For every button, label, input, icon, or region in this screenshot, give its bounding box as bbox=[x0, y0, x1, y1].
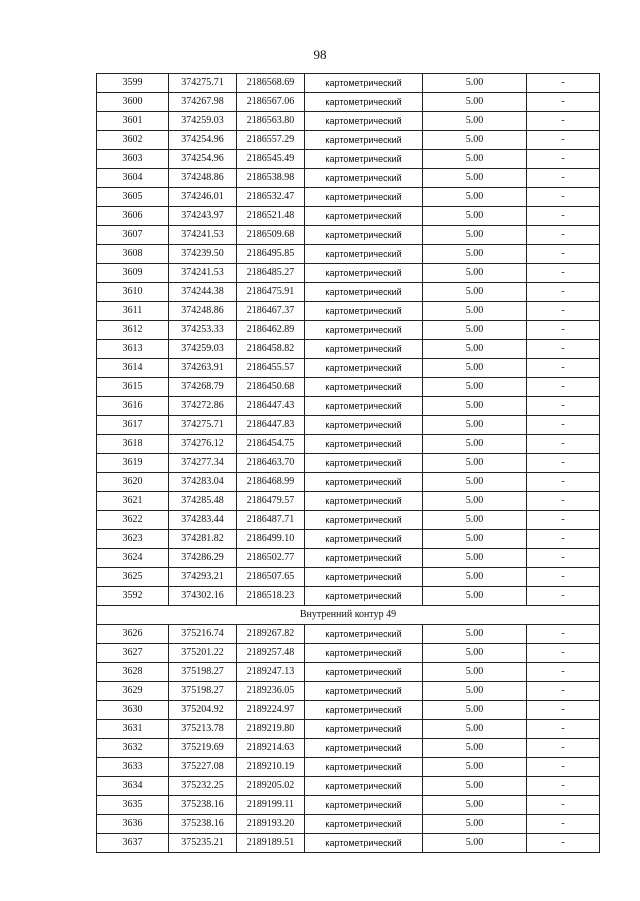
accuracy-cell: 5.00 bbox=[423, 568, 527, 587]
note-cell: - bbox=[527, 359, 600, 378]
table-row bbox=[97, 245, 600, 264]
method-cell: картометрический bbox=[305, 397, 423, 416]
coord-x-cell: 374248.86 bbox=[169, 169, 237, 188]
section-header-group bbox=[97, 606, 600, 625]
method-cell: картометрический bbox=[305, 207, 423, 226]
coord-y-cell: 2186467.37 bbox=[237, 302, 305, 321]
table-row bbox=[97, 283, 600, 302]
coord-y-cell: 2186495.85 bbox=[237, 245, 305, 264]
coord-y-cell: 2186487.71 bbox=[237, 511, 305, 530]
accuracy-cell: 5.00 bbox=[423, 131, 527, 150]
point-number-cell: 3625 bbox=[97, 568, 169, 587]
coord-x-cell: 374302.16 bbox=[169, 587, 237, 606]
method-cell: картометрический bbox=[305, 321, 423, 340]
table-row bbox=[97, 93, 600, 112]
table-row bbox=[97, 435, 600, 454]
table-row bbox=[97, 587, 600, 606]
note-cell: - bbox=[527, 150, 600, 169]
coord-x-cell: 375216.74 bbox=[169, 625, 237, 644]
coord-x-cell: 374286.29 bbox=[169, 549, 237, 568]
table-row bbox=[97, 701, 600, 720]
method-cell: картометрический bbox=[305, 378, 423, 397]
accuracy-cell: 5.00 bbox=[423, 587, 527, 606]
coord-y-cell: 2186509.68 bbox=[237, 226, 305, 245]
point-number-cell: 3604 bbox=[97, 169, 169, 188]
coord-x-cell: 374275.71 bbox=[169, 416, 237, 435]
coord-x-cell: 375198.27 bbox=[169, 682, 237, 701]
table-row bbox=[97, 549, 600, 568]
note-cell: - bbox=[527, 454, 600, 473]
point-number-cell: 3609 bbox=[97, 264, 169, 283]
point-number-cell: 3592 bbox=[97, 587, 169, 606]
accuracy-cell: 5.00 bbox=[423, 321, 527, 340]
coord-x-cell: 375227.08 bbox=[169, 758, 237, 777]
accuracy-cell: 5.00 bbox=[423, 834, 527, 853]
table-row bbox=[97, 169, 600, 188]
table-row bbox=[97, 340, 600, 359]
table-row bbox=[97, 226, 600, 245]
table-row bbox=[97, 815, 600, 834]
point-number-cell: 3608 bbox=[97, 245, 169, 264]
note-cell: - bbox=[527, 701, 600, 720]
table-row bbox=[97, 568, 600, 587]
coord-x-cell: 374268.79 bbox=[169, 378, 237, 397]
note-cell: - bbox=[527, 435, 600, 454]
table-row bbox=[97, 454, 600, 473]
point-number-cell: 3599 bbox=[97, 74, 169, 93]
method-cell: картометрический bbox=[305, 720, 423, 739]
point-number-cell: 3621 bbox=[97, 492, 169, 511]
method-cell: картометрический bbox=[305, 834, 423, 853]
coord-y-cell: 2186563.80 bbox=[237, 112, 305, 131]
table-row bbox=[97, 264, 600, 283]
coord-y-cell: 2186479.57 bbox=[237, 492, 305, 511]
point-number-cell: 3634 bbox=[97, 777, 169, 796]
point-number-cell: 3618 bbox=[97, 435, 169, 454]
accuracy-cell: 5.00 bbox=[423, 264, 527, 283]
accuracy-cell: 5.00 bbox=[423, 720, 527, 739]
method-cell: картометрический bbox=[305, 340, 423, 359]
accuracy-cell: 5.00 bbox=[423, 739, 527, 758]
accuracy-cell: 5.00 bbox=[423, 492, 527, 511]
accuracy-cell: 5.00 bbox=[423, 283, 527, 302]
note-cell: - bbox=[527, 549, 600, 568]
coordinates-table bbox=[96, 73, 600, 853]
coord-y-cell: 2189214.63 bbox=[237, 739, 305, 758]
method-cell: картометрический bbox=[305, 511, 423, 530]
coord-x-cell: 375232.25 bbox=[169, 777, 237, 796]
accuracy-cell: 5.00 bbox=[423, 74, 527, 93]
page-number: 98 bbox=[313, 47, 327, 62]
table-row bbox=[97, 777, 600, 796]
coord-y-cell: 2186447.43 bbox=[237, 397, 305, 416]
table-row bbox=[97, 207, 600, 226]
coord-x-cell: 374241.53 bbox=[169, 226, 237, 245]
method-cell: картометрический bbox=[305, 226, 423, 245]
method-cell: картометрический bbox=[305, 682, 423, 701]
table-row bbox=[97, 112, 600, 131]
accuracy-cell: 5.00 bbox=[423, 112, 527, 131]
accuracy-cell: 5.00 bbox=[423, 473, 527, 492]
accuracy-cell: 5.00 bbox=[423, 93, 527, 112]
point-number-cell: 3612 bbox=[97, 321, 169, 340]
coord-y-cell: 2186462.89 bbox=[237, 321, 305, 340]
method-cell: картометрический bbox=[305, 663, 423, 682]
accuracy-cell: 5.00 bbox=[423, 758, 527, 777]
coord-x-cell: 374243.97 bbox=[169, 207, 237, 226]
accuracy-cell: 5.00 bbox=[423, 226, 527, 245]
note-cell: - bbox=[527, 340, 600, 359]
coord-x-cell: 374244.38 bbox=[169, 283, 237, 302]
table-row bbox=[97, 720, 600, 739]
note-cell: - bbox=[527, 758, 600, 777]
method-cell: картометрический bbox=[305, 93, 423, 112]
coord-x-cell: 374241.53 bbox=[169, 264, 237, 283]
accuracy-cell: 5.00 bbox=[423, 701, 527, 720]
coord-x-cell: 374253.33 bbox=[169, 321, 237, 340]
coord-x-cell: 375238.16 bbox=[169, 815, 237, 834]
accuracy-cell: 5.00 bbox=[423, 644, 527, 663]
point-number-cell: 3603 bbox=[97, 150, 169, 169]
point-number-cell: 3620 bbox=[97, 473, 169, 492]
accuracy-cell: 5.00 bbox=[423, 188, 527, 207]
section-title: Внутренний контур 49 bbox=[97, 606, 600, 625]
accuracy-cell: 5.00 bbox=[423, 454, 527, 473]
note-cell: - bbox=[527, 188, 600, 207]
method-cell: картометрический bbox=[305, 625, 423, 644]
method-cell: картометрический bbox=[305, 188, 423, 207]
coord-y-cell: 2186450.68 bbox=[237, 378, 305, 397]
coord-y-cell: 2186568.69 bbox=[237, 74, 305, 93]
note-cell: - bbox=[527, 796, 600, 815]
table-row bbox=[97, 492, 600, 511]
coord-y-cell: 2189205.02 bbox=[237, 777, 305, 796]
point-number-cell: 3623 bbox=[97, 530, 169, 549]
coord-y-cell: 2186538.98 bbox=[237, 169, 305, 188]
point-number-cell: 3636 bbox=[97, 815, 169, 834]
method-cell: картометрический bbox=[305, 777, 423, 796]
coord-x-cell: 374281.82 bbox=[169, 530, 237, 549]
coord-x-cell: 374277.34 bbox=[169, 454, 237, 473]
coord-y-cell: 2186455.57 bbox=[237, 359, 305, 378]
table-row bbox=[97, 416, 600, 435]
coord-x-cell: 374276.12 bbox=[169, 435, 237, 454]
note-cell: - bbox=[527, 720, 600, 739]
accuracy-cell: 5.00 bbox=[423, 416, 527, 435]
point-number-cell: 3626 bbox=[97, 625, 169, 644]
coord-y-cell: 2186475.91 bbox=[237, 283, 305, 302]
table-row bbox=[97, 302, 600, 321]
coord-y-cell: 2186447.83 bbox=[237, 416, 305, 435]
coord-y-cell: 2189219.80 bbox=[237, 720, 305, 739]
note-cell: - bbox=[527, 492, 600, 511]
coord-x-cell: 374246.01 bbox=[169, 188, 237, 207]
method-cell: картометрический bbox=[305, 815, 423, 834]
point-number-cell: 3607 bbox=[97, 226, 169, 245]
point-number-cell: 3613 bbox=[97, 340, 169, 359]
method-cell: картометрический bbox=[305, 644, 423, 663]
accuracy-cell: 5.00 bbox=[423, 663, 527, 682]
accuracy-cell: 5.00 bbox=[423, 796, 527, 815]
coord-x-cell: 375198.27 bbox=[169, 663, 237, 682]
note-cell: - bbox=[527, 93, 600, 112]
coord-x-cell: 374239.50 bbox=[169, 245, 237, 264]
coord-x-cell: 374283.04 bbox=[169, 473, 237, 492]
inner-contour-49-rows bbox=[97, 625, 600, 853]
point-number-cell: 3635 bbox=[97, 796, 169, 815]
point-number-cell: 3602 bbox=[97, 131, 169, 150]
coord-y-cell: 2186521.48 bbox=[237, 207, 305, 226]
coord-x-cell: 374259.03 bbox=[169, 340, 237, 359]
coord-y-cell: 2186468.99 bbox=[237, 473, 305, 492]
point-number-cell: 3601 bbox=[97, 112, 169, 131]
note-cell: - bbox=[527, 682, 600, 701]
coord-x-cell: 374283.44 bbox=[169, 511, 237, 530]
table-row bbox=[97, 739, 600, 758]
accuracy-cell: 5.00 bbox=[423, 340, 527, 359]
section-row bbox=[97, 606, 600, 625]
accuracy-cell: 5.00 bbox=[423, 549, 527, 568]
coord-y-cell: 2186545.49 bbox=[237, 150, 305, 169]
table-row bbox=[97, 188, 600, 207]
outer-contour-rows bbox=[97, 74, 600, 606]
method-cell: картометрический bbox=[305, 473, 423, 492]
accuracy-cell: 5.00 bbox=[423, 625, 527, 644]
point-number-cell: 3630 bbox=[97, 701, 169, 720]
point-number-cell: 3631 bbox=[97, 720, 169, 739]
accuracy-cell: 5.00 bbox=[423, 245, 527, 264]
note-cell: - bbox=[527, 587, 600, 606]
method-cell: картометрический bbox=[305, 74, 423, 93]
note-cell: - bbox=[527, 739, 600, 758]
coord-y-cell: 2189189.51 bbox=[237, 834, 305, 853]
coord-y-cell: 2189267.82 bbox=[237, 625, 305, 644]
coord-x-cell: 374254.96 bbox=[169, 131, 237, 150]
method-cell: картометрический bbox=[305, 701, 423, 720]
coord-x-cell: 374248.86 bbox=[169, 302, 237, 321]
method-cell: картометрический bbox=[305, 492, 423, 511]
accuracy-cell: 5.00 bbox=[423, 530, 527, 549]
point-number-cell: 3611 bbox=[97, 302, 169, 321]
note-cell: - bbox=[527, 131, 600, 150]
method-cell: картометрический bbox=[305, 587, 423, 606]
accuracy-cell: 5.00 bbox=[423, 150, 527, 169]
note-cell: - bbox=[527, 245, 600, 264]
method-cell: картометрический bbox=[305, 549, 423, 568]
note-cell: - bbox=[527, 169, 600, 188]
table-row bbox=[97, 150, 600, 169]
note-cell: - bbox=[527, 378, 600, 397]
coord-x-cell: 374267.98 bbox=[169, 93, 237, 112]
point-number-cell: 3629 bbox=[97, 682, 169, 701]
point-number-cell: 3614 bbox=[97, 359, 169, 378]
accuracy-cell: 5.00 bbox=[423, 777, 527, 796]
note-cell: - bbox=[527, 530, 600, 549]
note-cell: - bbox=[527, 302, 600, 321]
coord-y-cell: 2186499.10 bbox=[237, 530, 305, 549]
coord-y-cell: 2186502.77 bbox=[237, 549, 305, 568]
coord-y-cell: 2189257.48 bbox=[237, 644, 305, 663]
accuracy-cell: 5.00 bbox=[423, 397, 527, 416]
note-cell: - bbox=[527, 416, 600, 435]
coord-y-cell: 2189193.20 bbox=[237, 815, 305, 834]
table-row bbox=[97, 473, 600, 492]
table-row bbox=[97, 378, 600, 397]
coord-y-cell: 2189247.13 bbox=[237, 663, 305, 682]
point-number-cell: 3627 bbox=[97, 644, 169, 663]
method-cell: картометрический bbox=[305, 264, 423, 283]
table-row bbox=[97, 663, 600, 682]
method-cell: картометрический bbox=[305, 359, 423, 378]
table-row bbox=[97, 758, 600, 777]
note-cell: - bbox=[527, 568, 600, 587]
method-cell: картометрический bbox=[305, 739, 423, 758]
note-cell: - bbox=[527, 834, 600, 853]
accuracy-cell: 5.00 bbox=[423, 359, 527, 378]
table-row bbox=[97, 131, 600, 150]
coord-y-cell: 2186507.65 bbox=[237, 568, 305, 587]
coord-x-cell: 374275.71 bbox=[169, 74, 237, 93]
table-row bbox=[97, 397, 600, 416]
point-number-cell: 3619 bbox=[97, 454, 169, 473]
point-number-cell: 3628 bbox=[97, 663, 169, 682]
method-cell: картометрический bbox=[305, 416, 423, 435]
coord-x-cell: 375201.22 bbox=[169, 644, 237, 663]
method-cell: картометрический bbox=[305, 245, 423, 264]
method-cell: картометрический bbox=[305, 112, 423, 131]
table-row bbox=[97, 74, 600, 93]
coord-x-cell: 374259.03 bbox=[169, 112, 237, 131]
note-cell: - bbox=[527, 226, 600, 245]
accuracy-cell: 5.00 bbox=[423, 378, 527, 397]
method-cell: картометрический bbox=[305, 568, 423, 587]
method-cell: картометрический bbox=[305, 131, 423, 150]
coord-y-cell: 2186532.47 bbox=[237, 188, 305, 207]
coord-x-cell: 375213.78 bbox=[169, 720, 237, 739]
note-cell: - bbox=[527, 663, 600, 682]
coord-y-cell: 2189210.19 bbox=[237, 758, 305, 777]
note-cell: - bbox=[527, 112, 600, 131]
note-cell: - bbox=[527, 74, 600, 93]
table-row bbox=[97, 644, 600, 663]
coord-y-cell: 2186454.75 bbox=[237, 435, 305, 454]
table-row bbox=[97, 682, 600, 701]
coord-x-cell: 375219.69 bbox=[169, 739, 237, 758]
method-cell: картометрический bbox=[305, 758, 423, 777]
coord-y-cell: 2186463.70 bbox=[237, 454, 305, 473]
coord-y-cell: 2189236.05 bbox=[237, 682, 305, 701]
point-number-cell: 3632 bbox=[97, 739, 169, 758]
accuracy-cell: 5.00 bbox=[423, 435, 527, 454]
table-row bbox=[97, 511, 600, 530]
note-cell: - bbox=[527, 264, 600, 283]
point-number-cell: 3606 bbox=[97, 207, 169, 226]
accuracy-cell: 5.00 bbox=[423, 682, 527, 701]
table-row bbox=[97, 321, 600, 340]
accuracy-cell: 5.00 bbox=[423, 302, 527, 321]
coord-y-cell: 2189199.11 bbox=[237, 796, 305, 815]
method-cell: картометрический bbox=[305, 169, 423, 188]
note-cell: - bbox=[527, 207, 600, 226]
table-row bbox=[97, 796, 600, 815]
coord-y-cell: 2189224.97 bbox=[237, 701, 305, 720]
coord-x-cell: 375204.92 bbox=[169, 701, 237, 720]
method-cell: картометрический bbox=[305, 435, 423, 454]
accuracy-cell: 5.00 bbox=[423, 511, 527, 530]
note-cell: - bbox=[527, 473, 600, 492]
accuracy-cell: 5.00 bbox=[423, 169, 527, 188]
method-cell: картометрический bbox=[305, 150, 423, 169]
note-cell: - bbox=[527, 815, 600, 834]
coord-x-cell: 374285.48 bbox=[169, 492, 237, 511]
accuracy-cell: 5.00 bbox=[423, 815, 527, 834]
table-row bbox=[97, 834, 600, 853]
coord-x-cell: 375238.16 bbox=[169, 796, 237, 815]
point-number-cell: 3622 bbox=[97, 511, 169, 530]
point-number-cell: 3624 bbox=[97, 549, 169, 568]
coord-x-cell: 374254.96 bbox=[169, 150, 237, 169]
coord-y-cell: 2186518.23 bbox=[237, 587, 305, 606]
method-cell: картометрический bbox=[305, 530, 423, 549]
method-cell: картометрический bbox=[305, 454, 423, 473]
coord-y-cell: 2186557.29 bbox=[237, 131, 305, 150]
point-number-cell: 3615 bbox=[97, 378, 169, 397]
note-cell: - bbox=[527, 511, 600, 530]
point-number-cell: 3600 bbox=[97, 93, 169, 112]
method-cell: картометрический bbox=[305, 283, 423, 302]
coord-x-cell: 374263.91 bbox=[169, 359, 237, 378]
coord-x-cell: 375235.21 bbox=[169, 834, 237, 853]
note-cell: - bbox=[527, 321, 600, 340]
point-number-cell: 3610 bbox=[97, 283, 169, 302]
point-number-cell: 3617 bbox=[97, 416, 169, 435]
point-number-cell: 3633 bbox=[97, 758, 169, 777]
coord-y-cell: 2186458.82 bbox=[237, 340, 305, 359]
method-cell: картометрический bbox=[305, 302, 423, 321]
table-row bbox=[97, 359, 600, 378]
coord-y-cell: 2186567.06 bbox=[237, 93, 305, 112]
note-cell: - bbox=[527, 644, 600, 663]
note-cell: - bbox=[527, 625, 600, 644]
coord-x-cell: 374293.21 bbox=[169, 568, 237, 587]
accuracy-cell: 5.00 bbox=[423, 207, 527, 226]
note-cell: - bbox=[527, 283, 600, 302]
table-row bbox=[97, 530, 600, 549]
table-row bbox=[97, 625, 600, 644]
coord-y-cell: 2186485.27 bbox=[237, 264, 305, 283]
point-number-cell: 3616 bbox=[97, 397, 169, 416]
note-cell: - bbox=[527, 397, 600, 416]
method-cell: картометрический bbox=[305, 796, 423, 815]
point-number-cell: 3637 bbox=[97, 834, 169, 853]
note-cell: - bbox=[527, 777, 600, 796]
point-number-cell: 3605 bbox=[97, 188, 169, 207]
coord-x-cell: 374272.86 bbox=[169, 397, 237, 416]
